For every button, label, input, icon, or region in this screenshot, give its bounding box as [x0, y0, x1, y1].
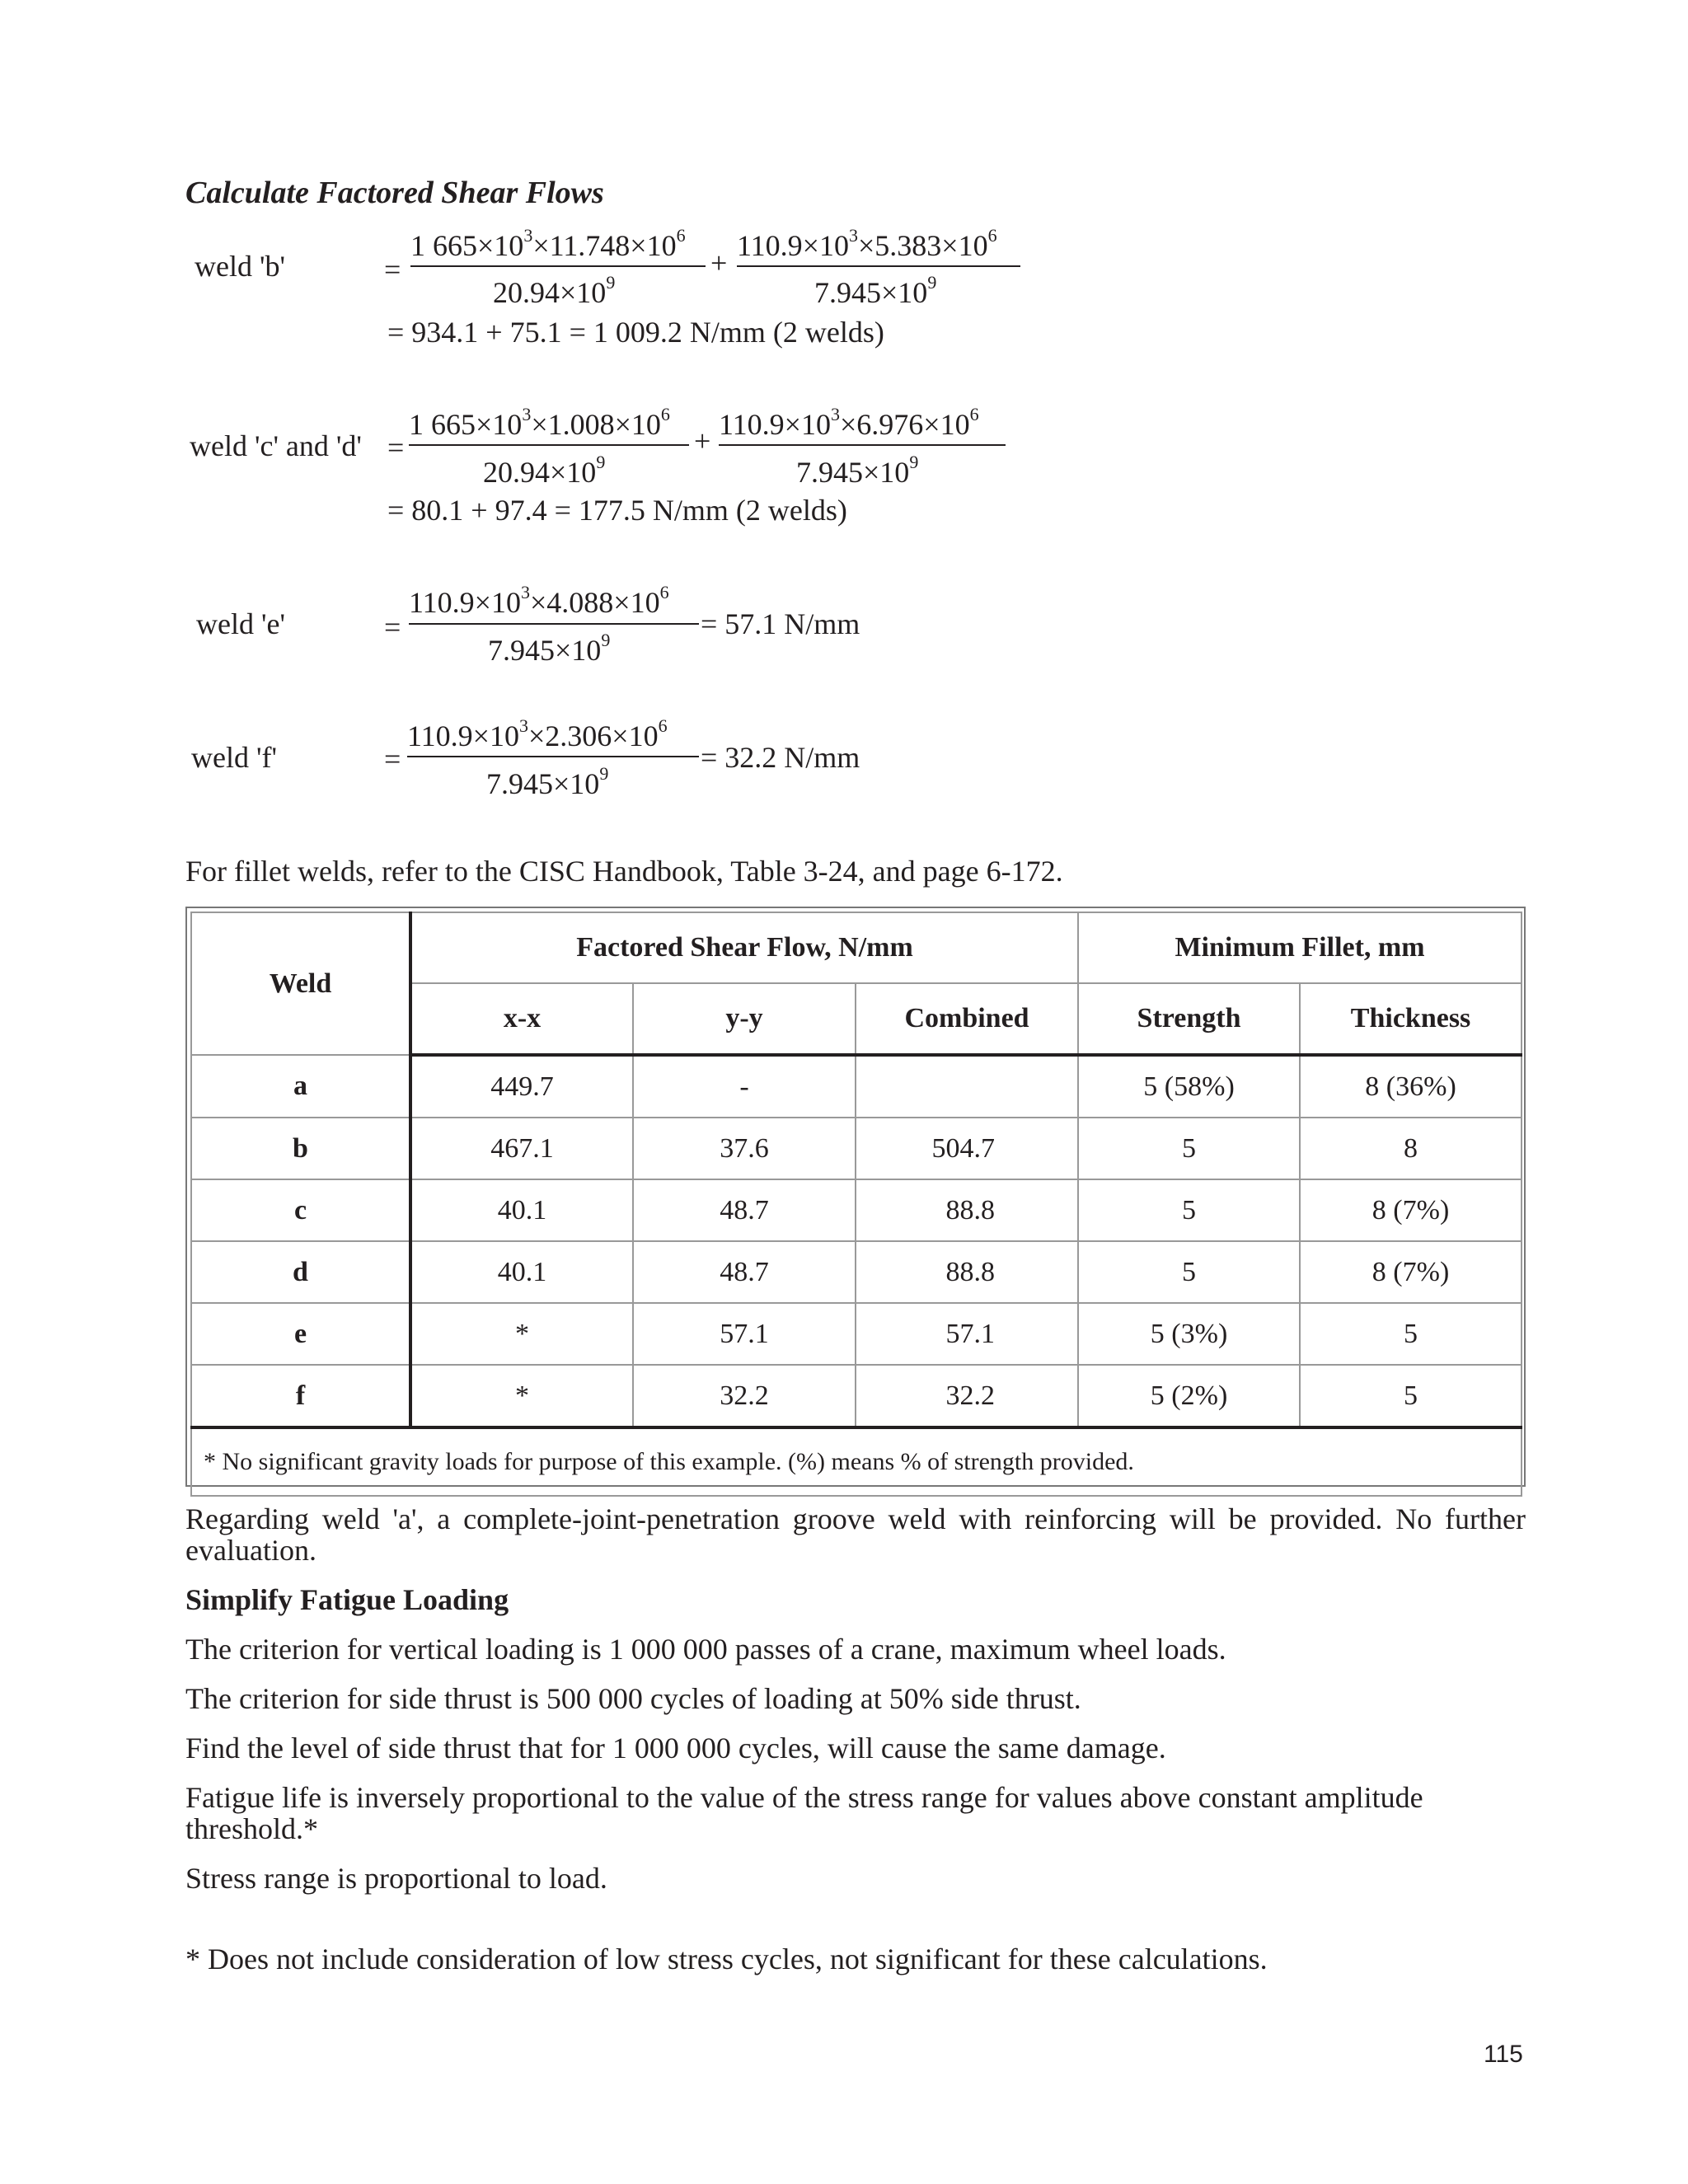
- table-row: [191, 1118, 1522, 1179]
- fatigue-heading: Simplify Fatigue Loading: [185, 1583, 509, 1616]
- para-fatigue-line1: Fatigue life is inversely proportional to the value of the stress range for values above constant amplitude: [185, 1781, 1423, 1814]
- cell-combined: 88.8: [856, 1241, 1078, 1303]
- weld-f-equals: =: [384, 743, 401, 776]
- weld-f-denominator: $7.945\times 10^9$: [486, 763, 609, 800]
- cell-thickness: 5: [1300, 1303, 1522, 1365]
- weld-cd-term1-denominator: $20.94\times 10^9$: [483, 452, 606, 489]
- cell-thickness: 8: [1300, 1118, 1522, 1179]
- weld-a-paragraph-line1: Regarding weld 'a', a complete-joint-penetration groove weld with reinforcing will be provided. No further: [185, 1502, 1526, 1535]
- footnote: * Does not include consideration of low stress cycles, not significant for these calculations.: [185, 1943, 1268, 1975]
- para-vertical-loading: The criterion for vertical loading is 1 000 000 passes of a crane, maximum wheel loads.: [185, 1633, 1226, 1666]
- header-strength: Strength: [1078, 983, 1300, 1055]
- header-xx: x-x: [410, 983, 633, 1055]
- table-row: [191, 1241, 1522, 1303]
- cell-combined: 88.8: [856, 1179, 1078, 1241]
- cell-strength: 5: [1078, 1179, 1300, 1241]
- para-fatigue-line2: threshold.*: [185, 1812, 318, 1845]
- weld-cd-term2-fraction-bar: [719, 444, 1006, 446]
- header-factored-shear-flow: Factored Shear Flow, N/mm: [410, 912, 1078, 983]
- cell-xx: 467.1: [410, 1118, 633, 1179]
- weld-cd-term1-fraction-bar: [409, 444, 689, 446]
- header-combined: Combined: [856, 983, 1078, 1055]
- weld-b-label: weld 'b': [195, 250, 285, 283]
- weld-b-plus: +: [710, 246, 728, 279]
- cell-weld: f: [191, 1365, 410, 1427]
- cell-strength: 5 (58%): [1078, 1055, 1300, 1118]
- cell-xx: *: [410, 1365, 633, 1427]
- cell-weld: b: [191, 1118, 410, 1179]
- page-number: 115: [1484, 2041, 1523, 2068]
- weld-cd-plus: +: [694, 424, 711, 457]
- cell-strength: 5: [1078, 1118, 1300, 1179]
- shear-flow-table: [190, 912, 1522, 1497]
- cell-combined: 32.2: [856, 1365, 1078, 1427]
- header-weld: Weld: [191, 912, 410, 1055]
- weld-e-label: weld 'e': [196, 607, 285, 640]
- cell-yy: 57.1: [633, 1303, 856, 1365]
- header-yy: y-y: [633, 983, 856, 1055]
- weld-b-result: = 934.1 + 75.1 = 1 009.2 N/mm (2 welds): [387, 316, 884, 349]
- cell-weld: e: [191, 1303, 410, 1365]
- weld-f-fraction-bar: [407, 756, 699, 757]
- cell-xx: 40.1: [410, 1241, 633, 1303]
- cell-thickness: 8 (7%): [1300, 1179, 1522, 1241]
- cell-thickness: 8 (36%): [1300, 1055, 1522, 1118]
- para-side-thrust: The criterion for side thrust is 500 000 cycles of loading at 50% side thrust.: [185, 1682, 1081, 1715]
- cell-weld: a: [191, 1055, 410, 1118]
- cell-yy: 32.2: [633, 1365, 856, 1427]
- cell-yy: 37.6: [633, 1118, 856, 1179]
- weld-e-result: = 57.1 N/mm: [701, 607, 860, 640]
- cell-xx: 40.1: [410, 1179, 633, 1241]
- cell-xx: 449.7: [410, 1055, 633, 1118]
- weld-b-term2-numerator: $110.9\times 10^3\times 5.383\times 10^6$: [737, 225, 997, 262]
- cell-yy: 48.7: [633, 1179, 856, 1241]
- weld-e-denominator: $7.945\times 10^9$: [488, 630, 611, 667]
- cell-strength: 5 (3%): [1078, 1303, 1300, 1365]
- cell-strength: 5: [1078, 1241, 1300, 1303]
- weld-cd-term2-denominator: $7.945\times 10^9$: [796, 452, 919, 489]
- cell-combined: [856, 1055, 1078, 1118]
- weld-b-term1-numerator: 1 $665\times 10^3\times 11.748\times 10^6$: [410, 225, 686, 262]
- header-thickness: Thickness: [1300, 983, 1522, 1055]
- header-minimum-fillet: Minimum Fillet, mm: [1078, 912, 1522, 983]
- weld-cd-term2-numerator: $110.9\times 10^3\times 6.976\times 10^6$: [719, 404, 979, 441]
- cell-weld: d: [191, 1241, 410, 1303]
- weld-e-fraction-bar: [409, 623, 699, 625]
- para-find-level: Find the level of side thrust that for 1 000 000 cycles, will cause the same damage.: [185, 1732, 1166, 1765]
- weld-f-label: weld 'f': [191, 741, 277, 774]
- fillet-reference: For fillet welds, refer to the CISC Handbook, Table 3-24, and page 6-172.: [185, 855, 1063, 888]
- cell-thickness: 5: [1300, 1365, 1522, 1427]
- weld-b-term1-denominator: $20.94\times 10^9$: [493, 272, 616, 309]
- weld-cd-result: = 80.1 + 97.4 = 177.5 N/mm (2 welds): [387, 494, 847, 527]
- weld-cd-term1-numerator: 1 $665\times 10^3\times 1.008\times 10^6$: [409, 404, 670, 441]
- cell-strength: 5 (2%): [1078, 1365, 1300, 1427]
- weld-b-term1-fraction-bar: [410, 265, 706, 267]
- section-heading: Calculate Factored Shear Flows: [185, 176, 604, 210]
- cell-combined: 57.1: [856, 1303, 1078, 1365]
- para-stress-range: Stress range is proportional to load.: [185, 1862, 607, 1895]
- weld-cd-equals: =: [387, 431, 405, 464]
- table-row: [191, 1055, 1522, 1118]
- weld-b-term2-denominator: $7.945\times 10^9$: [814, 272, 937, 309]
- weld-f-result: = 32.2 N/mm: [701, 741, 860, 774]
- weld-e-numerator: $110.9\times 10^3\times 4.088\times 10^6$: [409, 582, 669, 619]
- table-row: [191, 1365, 1522, 1427]
- table-row: [191, 1179, 1522, 1241]
- weld-b-equals: =: [384, 253, 401, 286]
- weld-a-paragraph-line2: evaluation.: [185, 1534, 316, 1567]
- weld-e-equals: =: [384, 611, 401, 644]
- cell-weld: c: [191, 1179, 410, 1241]
- cell-yy: 48.7: [633, 1241, 856, 1303]
- table-row: [191, 1303, 1522, 1365]
- weld-cd-label: weld 'c' and 'd': [190, 429, 362, 462]
- weld-f-numerator: $110.9\times 10^3\times 2.306\times 10^6$: [407, 715, 668, 752]
- cell-thickness: 8 (7%): [1300, 1241, 1522, 1303]
- cell-combined: 504.7: [856, 1118, 1078, 1179]
- table-note: * No significant gravity loads for purpose of this example. (%) means % of strength provided.: [191, 1427, 1522, 1496]
- cell-xx: *: [410, 1303, 633, 1365]
- weld-b-term2-fraction-bar: [737, 265, 1020, 267]
- cell-yy: -: [633, 1055, 856, 1118]
